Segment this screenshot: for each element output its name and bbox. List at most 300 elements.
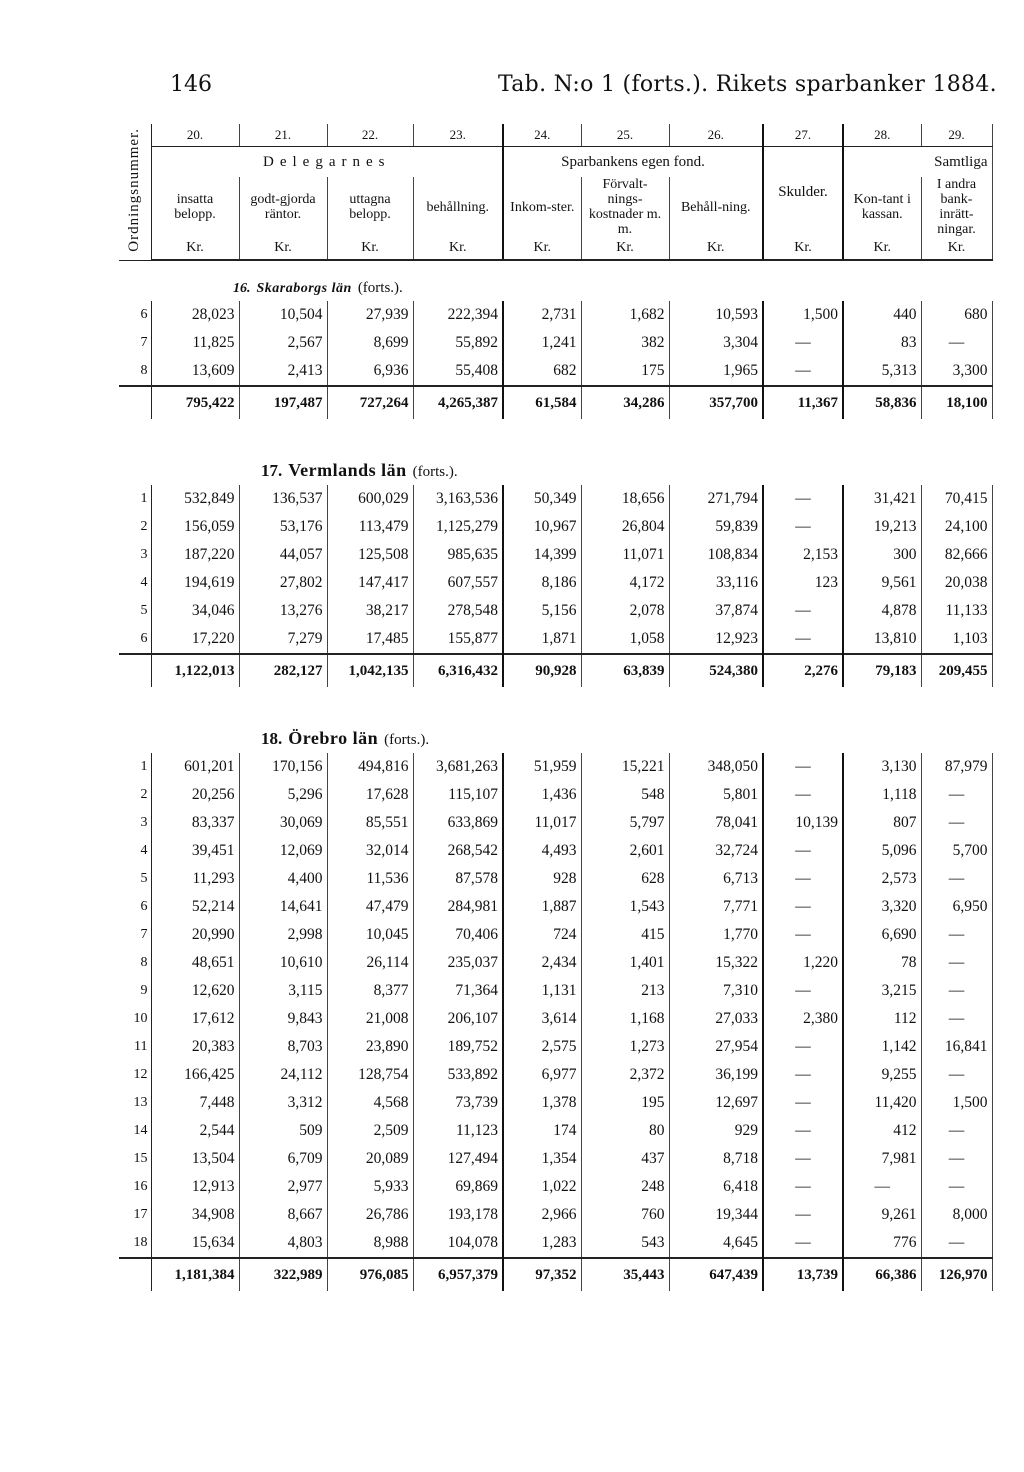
table-cell: 11,293 xyxy=(192,870,235,887)
table-cell: 12,069 xyxy=(239,837,327,865)
table-cell: 26,804 xyxy=(581,513,669,541)
row-number-cell: 8 xyxy=(119,949,151,977)
section-heading-row xyxy=(119,419,992,485)
total-cell: 58,836 xyxy=(843,386,921,419)
table-cell: 70,415 xyxy=(921,485,992,513)
table-cell: 5,096 xyxy=(843,837,921,865)
row-number-cell: 16 xyxy=(119,1173,151,1201)
table-cell: 2,977 xyxy=(239,1173,327,1201)
table-cell: 17,612 xyxy=(191,1010,235,1027)
table-cell: 193,178 xyxy=(413,1201,503,1229)
table-cell: 108,834 xyxy=(669,541,763,569)
table-cell: 206,107 xyxy=(413,1005,503,1033)
table-cell: 5,933 xyxy=(327,1173,413,1201)
table-row xyxy=(119,977,992,1005)
table-cell: 14,641 xyxy=(239,893,327,921)
table-cell: — xyxy=(921,1005,992,1033)
table-cell: 5,296 xyxy=(239,781,327,809)
table-cell: 382 xyxy=(581,329,669,357)
row-number-cell xyxy=(119,687,151,753)
total-cell: 13,739 xyxy=(763,1258,843,1291)
table-row xyxy=(119,513,992,541)
table-cell: 3,304 xyxy=(669,329,763,357)
table-cell: 222,394 xyxy=(413,301,503,329)
row-number-cell: 2 xyxy=(119,781,151,809)
table-cell: 48,651 xyxy=(191,954,235,971)
table-cell: 34,908 xyxy=(191,1206,235,1223)
table-cell: 213 xyxy=(581,977,669,1005)
table-cell: 2,153 xyxy=(763,541,843,569)
total-cell: 6,957,379 xyxy=(413,1258,503,1291)
table-cell: 19,344 xyxy=(669,1201,763,1229)
total-cell: 322,989 xyxy=(239,1258,327,1291)
table-row xyxy=(119,1033,992,1061)
table-cell: 437 xyxy=(581,1145,669,1173)
table-cell: 44,057 xyxy=(239,541,327,569)
table-cell: — xyxy=(763,1173,843,1201)
total-cell: 1,042,135 xyxy=(327,654,413,687)
table-cell: 2,998 xyxy=(239,921,327,949)
total-cell: 34,286 xyxy=(581,386,669,419)
table-cell: 348,050 xyxy=(669,753,763,781)
table-cell: 104,078 xyxy=(413,1229,503,1258)
table-cell: 2,509 xyxy=(327,1117,413,1145)
table-cell: 127,494 xyxy=(413,1145,503,1173)
total-cell: 63,839 xyxy=(581,654,669,687)
table-cell: 82,666 xyxy=(921,541,992,569)
table-row xyxy=(119,837,992,865)
row-number-cell xyxy=(119,260,151,301)
row-number-cell: 4 xyxy=(119,569,151,597)
col-header-behallning: behållning. xyxy=(413,177,503,237)
table-cell: 15,634 xyxy=(191,1234,235,1251)
table-cell: 807 xyxy=(843,809,921,837)
section-note: (forts.). xyxy=(412,464,458,480)
total-row xyxy=(119,1258,992,1291)
table-cell: 166,425 xyxy=(184,1066,235,1083)
total-cell: 1,181,384 xyxy=(151,1258,239,1291)
table-cell: 36,199 xyxy=(669,1061,763,1089)
section-name: Vermlands län xyxy=(288,460,407,480)
table-cell: 607,557 xyxy=(413,569,503,597)
total-cell: 35,443 xyxy=(581,1258,669,1291)
table-cell: 87,578 xyxy=(413,865,503,893)
table-cell: 20,038 xyxy=(921,569,992,597)
section-note: (forts.). xyxy=(357,280,403,296)
table-cell: 7,310 xyxy=(669,977,763,1005)
table-cell: 11,133 xyxy=(921,597,992,625)
table-cell: 4,803 xyxy=(239,1229,327,1258)
total-cell: 4,265,387 xyxy=(413,386,503,419)
table-cell: 15,322 xyxy=(669,949,763,977)
row-number-cell: 6 xyxy=(119,301,151,329)
row-number-cell: 3 xyxy=(119,541,151,569)
col-header-andra-banker: I andra bank-inrätt-ningar. xyxy=(921,177,992,237)
table-row xyxy=(119,1145,992,1173)
row-number-cell: 7 xyxy=(119,921,151,949)
table-cell: 113,479 xyxy=(327,513,413,541)
table-cell: 187,220 xyxy=(184,546,235,563)
table-cell: 37,874 xyxy=(669,597,763,625)
table-row xyxy=(119,949,992,977)
section-number: 17. xyxy=(261,461,283,480)
table-cell: 6,950 xyxy=(921,893,992,921)
row-number-header xyxy=(119,124,151,260)
col-header-skulder: Skulder. xyxy=(763,147,843,238)
table-cell: 532,849 xyxy=(184,490,235,507)
table-cell: — xyxy=(763,513,843,541)
col-header-inkomster: Inkom-ster. xyxy=(503,177,581,237)
table-cell: 33,116 xyxy=(669,569,763,597)
row-number-cell: 1 xyxy=(119,753,151,781)
table-cell: 27,033 xyxy=(669,1005,763,1033)
table-cell: 31,421 xyxy=(843,485,921,513)
col-number: 29. xyxy=(921,124,992,147)
table-row xyxy=(119,301,992,329)
table-cell: 24,100 xyxy=(921,513,992,541)
table-cell: 83 xyxy=(843,329,921,357)
total-cell: 90,928 xyxy=(503,654,581,687)
row-number-cell: 6 xyxy=(119,893,151,921)
table-row xyxy=(119,329,992,357)
table-cell: 136,537 xyxy=(239,485,327,513)
table-cell: 2,413 xyxy=(239,357,327,386)
table-cell: 2,078 xyxy=(581,597,669,625)
table-cell: 8,186 xyxy=(503,569,581,597)
table-cell: 4,878 xyxy=(843,597,921,625)
col-header-forvaltning: Förvalt-nings-kostnader m. m. xyxy=(581,177,669,237)
table-cell: — xyxy=(763,357,843,386)
table-cell: 628 xyxy=(581,865,669,893)
table-cell: 147,417 xyxy=(327,569,413,597)
table-cell: 509 xyxy=(239,1117,327,1145)
table-cell: — xyxy=(763,1145,843,1173)
table-cell: 1,118 xyxy=(843,781,921,809)
total-cell: 209,455 xyxy=(921,654,992,687)
section-note: (forts.). xyxy=(384,732,430,748)
total-cell: 357,700 xyxy=(669,386,763,419)
table-cell: 26,114 xyxy=(327,949,413,977)
total-cell: 1,122,013 xyxy=(151,654,239,687)
total-cell: 11,367 xyxy=(763,386,843,419)
section-name: Örebro län xyxy=(288,728,379,748)
total-row xyxy=(119,654,992,687)
table-cell: — xyxy=(763,1061,843,1089)
table-cell: 548 xyxy=(581,781,669,809)
table-cell: 38,217 xyxy=(327,597,413,625)
total-cell: 282,127 xyxy=(239,654,327,687)
table-cell: 2,966 xyxy=(503,1201,581,1229)
table-cell: — xyxy=(921,781,992,809)
table-cell: 929 xyxy=(669,1117,763,1145)
table-cell: — xyxy=(921,1145,992,1173)
table-cell: 985,635 xyxy=(413,541,503,569)
table-cell: 28,023 xyxy=(191,306,235,323)
table-cell: 1,500 xyxy=(763,301,843,329)
col-number: 21. xyxy=(239,124,327,147)
table-cell: 11,420 xyxy=(843,1089,921,1117)
table-cell: 112 xyxy=(843,1005,921,1033)
section-heading-row xyxy=(119,260,992,301)
total-cell: 976,085 xyxy=(327,1258,413,1291)
table-cell: 12,697 xyxy=(669,1089,763,1117)
table-cell: 30,069 xyxy=(239,809,327,837)
table-cell: 1,871 xyxy=(503,625,581,654)
row-number-cell: 15 xyxy=(119,1145,151,1173)
column-number-row xyxy=(119,124,992,147)
table-row xyxy=(119,541,992,569)
table-body xyxy=(119,260,992,1291)
table-cell: 10,967 xyxy=(503,513,581,541)
table-cell: 3,300 xyxy=(921,357,992,386)
row-number-cell: 12 xyxy=(119,1061,151,1089)
table-cell: 1,058 xyxy=(581,625,669,654)
table-cell: 3,163,536 xyxy=(413,485,503,513)
row-number-cell: 5 xyxy=(119,597,151,625)
table-cell: 47,479 xyxy=(327,893,413,921)
table-cell: — xyxy=(763,1229,843,1258)
table-cell: 9,261 xyxy=(843,1201,921,1229)
table-cell: 12,923 xyxy=(669,625,763,654)
table-cell: 1,103 xyxy=(921,625,992,654)
table-cell: — xyxy=(921,809,992,837)
table-cell: 4,568 xyxy=(327,1089,413,1117)
table-cell: 13,276 xyxy=(239,597,327,625)
section-heading xyxy=(151,260,992,301)
col-number: 26. xyxy=(669,124,763,147)
table-row xyxy=(119,625,992,654)
table-cell: — xyxy=(763,597,843,625)
table-cell: 268,542 xyxy=(413,837,503,865)
table-cell: 1,436 xyxy=(503,781,581,809)
table-cell: 34,046 xyxy=(191,602,235,619)
table-cell: 55,892 xyxy=(413,329,503,357)
table-cell: 189,752 xyxy=(413,1033,503,1061)
table-row xyxy=(119,865,992,893)
table-cell: 27,954 xyxy=(669,1033,763,1061)
table-cell: 724 xyxy=(503,921,581,949)
table-cell: 155,877 xyxy=(413,625,503,654)
table-row xyxy=(119,597,992,625)
table-cell: 11,536 xyxy=(327,865,413,893)
row-number-cell: 5 xyxy=(119,865,151,893)
table-cell: 10,139 xyxy=(763,809,843,837)
table-cell: 3,681,263 xyxy=(413,753,503,781)
table-cell: 440 xyxy=(843,301,921,329)
table-cell: 16,841 xyxy=(921,1033,992,1061)
table-cell: 1,682 xyxy=(581,301,669,329)
table-cell: 7,981 xyxy=(843,1145,921,1173)
table-cell: 494,816 xyxy=(327,753,413,781)
table-row xyxy=(119,1061,992,1089)
table-cell: 4,400 xyxy=(239,865,327,893)
table-cell: 55,408 xyxy=(413,357,503,386)
table-cell: 14,399 xyxy=(503,541,581,569)
table-cell: 1,770 xyxy=(669,921,763,949)
table-cell: 26,786 xyxy=(327,1201,413,1229)
col-header-insatta: insatta belopp. xyxy=(174,192,216,222)
table-cell: 4,645 xyxy=(669,1229,763,1258)
table-cell: 3,312 xyxy=(239,1089,327,1117)
table-cell: 78 xyxy=(843,949,921,977)
table-cell: 412 xyxy=(843,1117,921,1145)
unit-label: Kr. xyxy=(413,237,503,260)
statistics-table xyxy=(119,124,993,1291)
table-row xyxy=(119,1117,992,1145)
table-cell: 19,213 xyxy=(843,513,921,541)
table-cell: 1,965 xyxy=(669,357,763,386)
table-cell: 24,112 xyxy=(239,1061,327,1089)
table-cell: — xyxy=(763,1089,843,1117)
row-number-cell: 17 xyxy=(119,1201,151,1229)
table-cell: 174 xyxy=(503,1117,581,1145)
table-cell: 3,130 xyxy=(843,753,921,781)
table-row xyxy=(119,357,992,386)
table-header xyxy=(119,124,992,260)
row-number-cell: 2 xyxy=(119,513,151,541)
table-cell: 4,172 xyxy=(581,569,669,597)
table-cell: 284,981 xyxy=(413,893,503,921)
table-cell: 9,255 xyxy=(843,1061,921,1089)
row-number-cell: 4 xyxy=(119,837,151,865)
table-cell: 87,979 xyxy=(921,753,992,781)
table-cell: 1,241 xyxy=(503,329,581,357)
table-cell: 415 xyxy=(581,921,669,949)
table-cell: — xyxy=(763,1033,843,1061)
total-cell: 197,487 xyxy=(239,386,327,419)
col-number: 22. xyxy=(327,124,413,147)
table-cell: 633,869 xyxy=(413,809,503,837)
table-cell: 6,690 xyxy=(843,921,921,949)
section-number: 16. xyxy=(233,281,251,296)
unit-label: Kr. xyxy=(151,237,239,260)
table-row xyxy=(119,1201,992,1229)
table-cell: 80 xyxy=(581,1117,669,1145)
table-cell: 13,504 xyxy=(191,1150,235,1167)
section-number: 18. xyxy=(261,729,283,748)
table-row xyxy=(119,1005,992,1033)
row-number-cell xyxy=(119,419,151,485)
table-cell: — xyxy=(763,893,843,921)
total-cell: 6,316,432 xyxy=(413,654,503,687)
table-cell: — xyxy=(921,1173,992,1201)
col-number: 23. xyxy=(413,124,503,147)
table-cell: 8,703 xyxy=(239,1033,327,1061)
table-row xyxy=(119,809,992,837)
unit-label: Kr. xyxy=(503,237,581,260)
total-cell: 61,584 xyxy=(503,386,581,419)
table-cell: 2,380 xyxy=(763,1005,843,1033)
table-cell: 17,485 xyxy=(327,625,413,654)
table-cell: 20,990 xyxy=(191,926,235,943)
col-number: 24. xyxy=(503,124,581,147)
row-number-cell xyxy=(119,654,151,687)
table-cell: 8,000 xyxy=(921,1201,992,1229)
table-cell: 10,045 xyxy=(327,921,413,949)
table-cell: 1,500 xyxy=(921,1089,992,1117)
table-cell: 300 xyxy=(843,541,921,569)
table-cell: 2,544 xyxy=(199,1122,235,1139)
col-header-godtgjorda: godt-gjorda räntor. xyxy=(239,177,327,237)
table-cell: 2,567 xyxy=(239,329,327,357)
table-cell: 18,656 xyxy=(581,485,669,513)
table-cell: 928 xyxy=(503,865,581,893)
table-cell: 248 xyxy=(581,1173,669,1201)
table-cell: 3,320 xyxy=(843,893,921,921)
table-cell: 7,279 xyxy=(239,625,327,654)
table-cell: 15,221 xyxy=(581,753,669,781)
table-cell: 278,548 xyxy=(413,597,503,625)
total-cell: 66,386 xyxy=(843,1258,921,1291)
table-cell: 235,037 xyxy=(413,949,503,977)
table-cell: 11,071 xyxy=(581,541,669,569)
unit-label: Kr. xyxy=(327,237,413,260)
table-row xyxy=(119,1229,992,1258)
table-cell: 13,609 xyxy=(191,362,235,379)
table-cell: 1,401 xyxy=(581,949,669,977)
table-cell: 12,620 xyxy=(191,982,235,999)
table-cell: 17,220 xyxy=(191,630,235,647)
table-cell: 27,939 xyxy=(327,301,413,329)
table-cell: 78,041 xyxy=(669,809,763,837)
col-number: 20. xyxy=(151,124,239,147)
table-cell: 1,220 xyxy=(763,949,843,977)
table-cell: 2,573 xyxy=(843,865,921,893)
col-number: 27. xyxy=(763,124,843,147)
table-cell: 125,508 xyxy=(327,541,413,569)
row-number-cell: 1 xyxy=(119,485,151,513)
unit-label: Kr. xyxy=(763,237,843,260)
col-number: 28. xyxy=(843,124,921,147)
table-cell: 10,593 xyxy=(669,301,763,329)
table-cell: — xyxy=(763,485,843,513)
row-number-cell: 3 xyxy=(119,809,151,837)
table-cell: 10,610 xyxy=(239,949,327,977)
section-heading xyxy=(151,419,992,485)
table-cell: — xyxy=(763,329,843,357)
table-cell: 53,176 xyxy=(239,513,327,541)
table-cell: 20,256 xyxy=(191,786,235,803)
table-cell: 8,377 xyxy=(327,977,413,1005)
total-cell: 126,970 xyxy=(921,1258,992,1291)
unit-label: Kr. xyxy=(921,237,992,260)
table-cell: 682 xyxy=(503,357,581,386)
table-cell: — xyxy=(763,865,843,893)
table-cell: 1,283 xyxy=(503,1229,581,1258)
table-cell: — xyxy=(763,837,843,865)
table-cell: 8,988 xyxy=(327,1229,413,1258)
table-cell: 70,406 xyxy=(413,921,503,949)
table-cell: 5,156 xyxy=(503,597,581,625)
table-cell: 1,378 xyxy=(503,1089,581,1117)
table-cell: 1,168 xyxy=(581,1005,669,1033)
table-cell: — xyxy=(921,329,992,357)
row-number-cell: 14 xyxy=(119,1117,151,1145)
table-cell: — xyxy=(843,1173,921,1201)
col-header-kontant: Kon-tant i kassan. xyxy=(843,177,921,237)
table-cell: 6,418 xyxy=(669,1173,763,1201)
table-cell: — xyxy=(763,1201,843,1229)
unit-label: Kr. xyxy=(843,237,921,260)
table-cell: 195 xyxy=(581,1089,669,1117)
table-cell: 10,504 xyxy=(239,301,327,329)
table-cell: 12,913 xyxy=(191,1178,235,1195)
table-row xyxy=(119,485,992,513)
table-cell: 9,843 xyxy=(239,1005,327,1033)
table-cell: 7,448 xyxy=(199,1094,235,1111)
table-cell: 6,709 xyxy=(239,1145,327,1173)
table-cell: 6,977 xyxy=(503,1061,581,1089)
